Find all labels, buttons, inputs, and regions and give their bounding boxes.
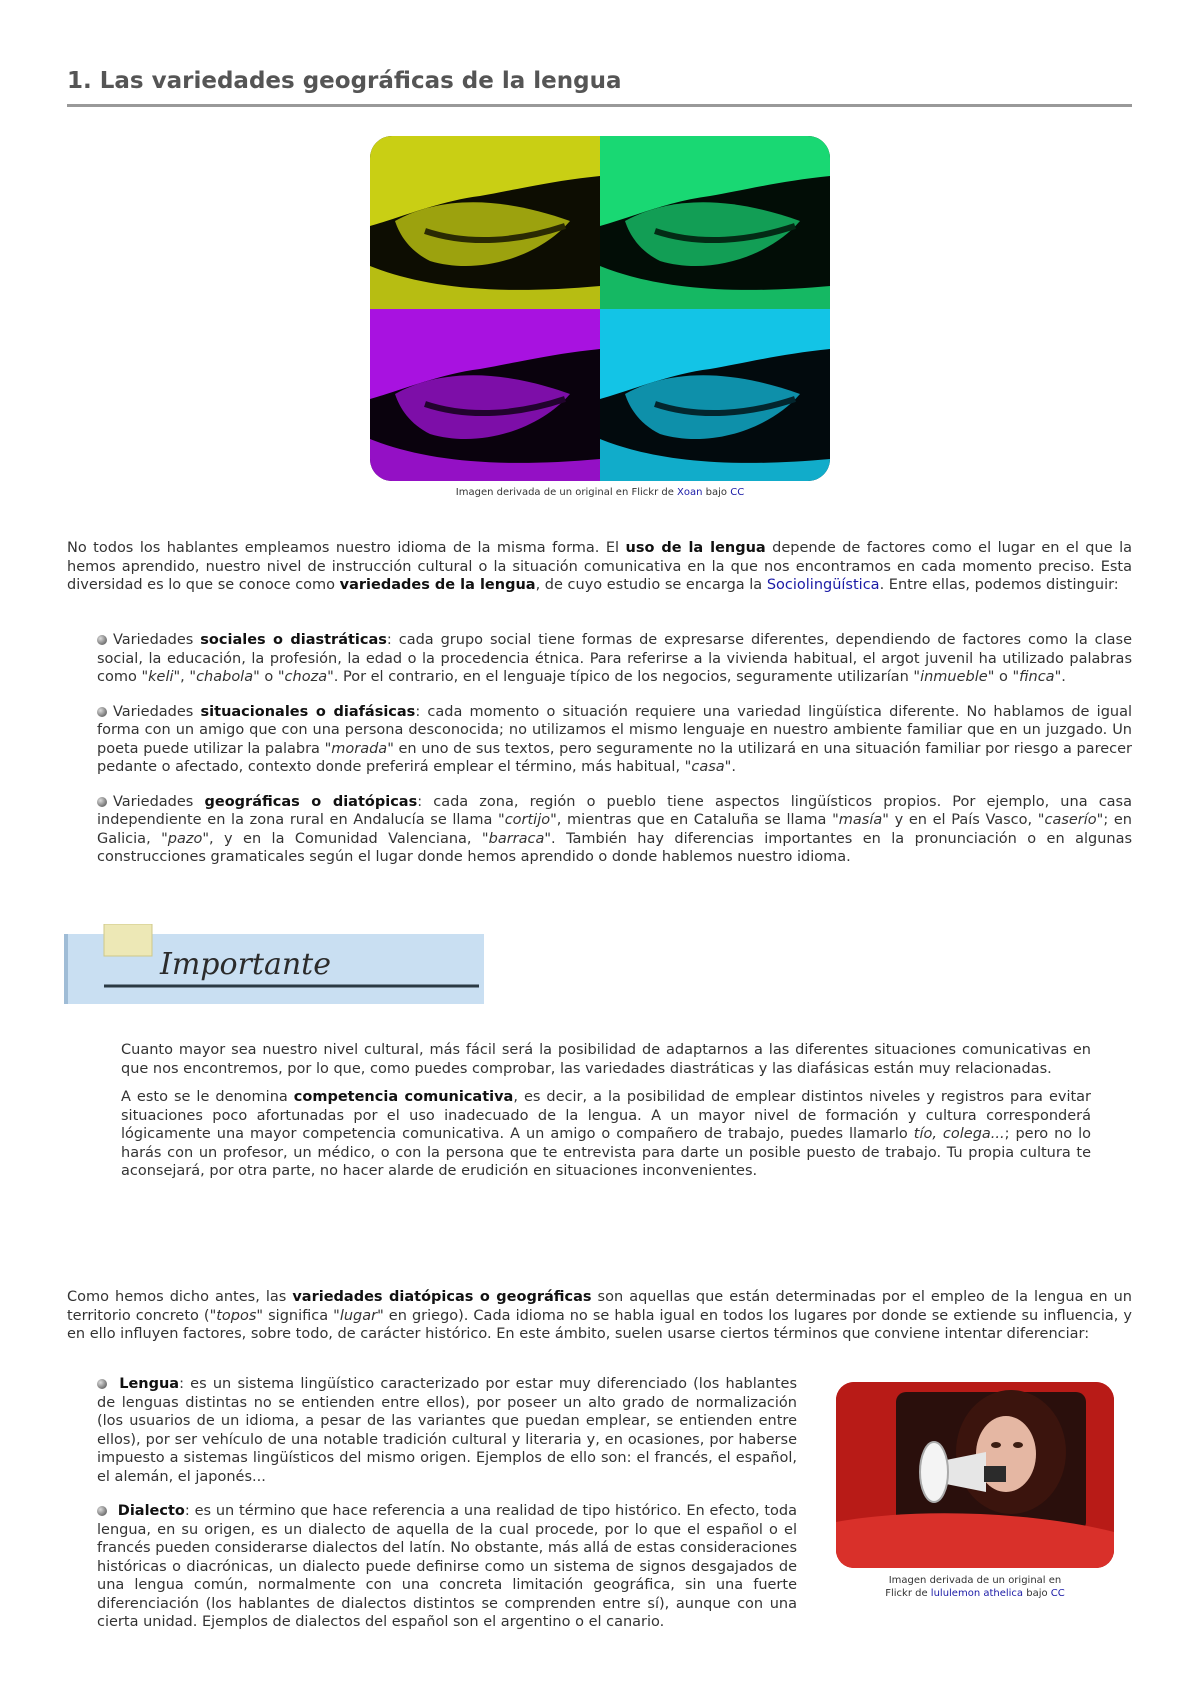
italic-text: tío, colega... (913, 1126, 1005, 1142)
importante-banner (64, 924, 484, 1004)
bold-text: sociales o diastráticas (200, 632, 387, 648)
text: : es un término que hace referencia a una realidad de tipo histórico. En efecto, toda lengua, en su origen, es un dialecto de aquella de la cual procede, por lo que el español o el francés pueden considerarse dialectos del latín. No obstante, más allá de estas consideraciones históricas o diacrónicas, un dialecto puede definirse como un sistema de signos desgajados de una lengua común, normalmente con una concreta limitación geográfica, sin una fuerte diferenciación (los hablantes de dialectos distintos se comprenden entre sí), aunque con una cierta unidad. Ejemplos de dialectos del español son el argentino o el canario. (97, 1503, 797, 1630)
italic-text: caserío (1044, 812, 1097, 828)
list-item (97, 1502, 797, 1632)
text: , es decir, a la posibilidad de emplear distintos niveles y registros para evitar situaciones poco afortunadas por el uso inadecuado de la lengua. A un mayor nivel de formación y cultura corresponderá lógicamente una mayor competencia comunicativa. A un amigo o compañero de trabajo, puedes llamarlo (121, 1089, 1092, 1142)
term-lengua (97, 1375, 797, 1486)
text: " o " (253, 669, 285, 685)
megaphone-mouth (920, 1442, 948, 1502)
lips-image (370, 136, 830, 481)
caption-text: Flickr de (885, 1588, 931, 1599)
megaphone-handle (984, 1466, 1006, 1482)
figure1-caption (370, 487, 830, 498)
text: ", " (173, 669, 197, 685)
bold-text: situacionales o diafásicas (200, 703, 416, 720)
text: " en uno de sus textos, pero seguramente no la utilizará en una situación familiar por riesgo a parecer pedante o afectado, contexto donde preferirá emplear el término, más habitual, " (97, 740, 1132, 775)
caption-text: bajo (1023, 1588, 1051, 1599)
text: No todos los hablantes empleamos nuestro idioma de la misma forma. El (67, 540, 626, 556)
text: Como hemos dicho antes, las (67, 1289, 293, 1305)
text: , de cuyo estudio se encarga la (535, 577, 767, 593)
eye-right (1013, 1442, 1023, 1448)
list-item (97, 631, 1132, 687)
lips-quadrant-cyan (600, 309, 830, 482)
bold-text: uso de la lengua (625, 540, 766, 556)
text: ", y en la Comunidad Valenciana, " (202, 830, 489, 847)
caption-license-link[interactable]: CC (730, 487, 745, 498)
text: . Entre ellas, podemos distinguir: (879, 577, 1119, 593)
text: " o " (987, 669, 1020, 685)
lips-green-svg (600, 136, 830, 309)
bold-text: variedades de la lengua (339, 577, 536, 593)
italic-text: casa (691, 759, 725, 775)
text: " significa " (256, 1307, 340, 1324)
caption-author-link[interactable]: lululemon athelica (930, 1588, 1024, 1599)
text: ". (724, 759, 736, 775)
caption-author-link[interactable]: Xoan (677, 487, 703, 498)
lips-quadrant-purple (370, 309, 600, 482)
text: son aquellas que están determinadas por el empleo de la lengua en un territorio concreto (" (67, 1289, 1132, 1324)
lips-figure (370, 136, 830, 498)
italic-text: choza (284, 669, 328, 685)
important-paragraph-1: Cuanto mayor sea nuestro nivel cultural, más fácil será la posibilidad de adaptarnos a las diferentes situaciones comunicativas en que nos encontremos, por lo que, como puedes comprobar, las variedades diastráticas y las diafásicas están muy relacionadas. (121, 1042, 1091, 1077)
sociolinguistica-link[interactable]: Sociolingüística (766, 577, 880, 593)
italic-text: pazo (167, 830, 203, 847)
banner-graphic (64, 924, 484, 1004)
term-dialecto (97, 1502, 797, 1632)
italic-text: inmueble (920, 669, 988, 685)
caption-license-link[interactable]: CC (1050, 1588, 1065, 1599)
lips-yellow-svg (370, 136, 600, 309)
megaphone-figure (836, 1382, 1114, 1600)
figure2-caption (836, 1574, 1114, 1600)
italic-text: finca (1019, 669, 1055, 685)
bullet-icon (97, 635, 107, 645)
bold-text: variedades diatópicas o geográficas (292, 1289, 592, 1305)
diatopic-paragraph (67, 1288, 1132, 1344)
list-item (97, 1375, 797, 1486)
text: A esto se le denomina (121, 1089, 294, 1105)
text: " en griego). Cada idioma no se habla igual en todos los lugares por donde se extiende su influencia, y en ello influyen factores, sobre todo, de carácter histórico. En este ámbito, suelen usarse ciertos términos que conviene intentar diferenciar: (67, 1307, 1132, 1342)
italic-text: masía (838, 812, 883, 828)
important-paragraph-2 (121, 1088, 1091, 1181)
list-item (97, 793, 1132, 867)
bold-text: geográficas o diatópicas (204, 793, 418, 810)
lips-quadrant-yellow (370, 136, 600, 309)
bullet-icon (97, 1379, 107, 1389)
bold-text: competencia comunicativa (293, 1089, 514, 1105)
italic-text: morada (331, 740, 388, 757)
text: depende de factores como el lugar en el que la hemos aprendido, nuestro nivel de instrucción cultural o la situación comunicativa en la que nos encontramos en cada momento preciso. Esta diversidad es lo que se conoce como (67, 540, 1132, 593)
bullet-icon (97, 797, 107, 807)
text: " y en el País Vasco, " (882, 812, 1045, 828)
intro-paragraph (67, 539, 1132, 595)
italic-text: lugar (339, 1307, 378, 1324)
caption-text: Imagen derivada de un original en (888, 1575, 1062, 1586)
banner-left-edge (64, 934, 68, 1004)
lips-cyan-svg (600, 309, 830, 482)
caption-line (836, 1587, 1114, 1600)
text: ". También hay diferencias importantes en la pronunciación o en algunas construcciones gramaticales según el lugar donde hemos aprendido o donde hablemos nuestro idioma. (97, 830, 1133, 865)
text: Variedades (113, 632, 201, 648)
bold-text: Dialecto (117, 1503, 185, 1519)
banner-note (104, 924, 152, 956)
text: ". (1054, 669, 1066, 685)
italic-text: keli (148, 669, 174, 685)
megaphone-svg (836, 1382, 1114, 1568)
page-title: 1. Las variedades geográficas de la lengua (67, 68, 1132, 107)
italic-text: cortijo (504, 812, 551, 828)
italic-text: topos (216, 1307, 257, 1324)
list-item (97, 703, 1132, 777)
text: "; en Galicia, " (97, 812, 1132, 847)
text: Variedades (113, 703, 201, 720)
eye-left (991, 1442, 1001, 1448)
text: : cada zona, región o pueblo tiene aspectos lingüísticos propios. Por ejemplo, una casa independiente en la zona rural en Andalucía se llama " (97, 793, 1132, 828)
megaphone-image (836, 1382, 1114, 1568)
bold-text: Lengua (119, 1376, 180, 1392)
bullet-icon (97, 1506, 107, 1516)
text: : cada grupo social tiene formas de expresarse diferentes, dependiendo de factores como la clase social, la educación, la profesión, la edad o la procedencia étnica. Para referirse a la vivienda habitual, el argot juvenil ha utilizado palabras como " (97, 632, 1133, 685)
caption-text: Imagen derivada de un original en Flickr de (455, 487, 678, 498)
text: ", mientras que en Cataluña se llama " (550, 812, 839, 828)
banner-label: Importante (160, 947, 331, 982)
text: ; pero no lo harás con un profesor, un médico, o con la persona que te entrevista para darte un posible puesto de trabajo. Tu propia cultura te aconsejará, por otra parte, no hacer alarde de erudición en situaciones inconvenientes. (121, 1126, 1091, 1179)
text: : cada momento o situación requiere una variedad lingüística diferente. No hablamos de igual forma con un amigo que con una persona desconocida; no utilizamos el mismo lenguaje en nuestro ambiente familiar que en un juzgado. Un poeta puede utilizar la palabra " (97, 703, 1132, 757)
lips-quadrant-green (600, 136, 830, 309)
text: : es un sistema lingüístico caracterizado por estar muy diferenciado (los hablantes de lenguas distintas no se entienden entre ellos), por poseer un alto grado de normalización (los usuarios de un idioma, a pesar de las variantes que puedan emplear, se entienden entre ellos), por ser vehículo de una notable tradición cultural y literaria y, en ocasiones, por haberse impuesto a sistemas lingüísticos del mismo origen. Ejemplos de ello son: el francés, el español, el alemán, el japonés... (97, 1376, 798, 1485)
caption-text: bajo (702, 487, 731, 498)
italic-text: barraca (488, 830, 545, 847)
text: ". Por el contrario, en el lenguaje típico de los negocios, seguramente utilizarían " (327, 669, 921, 685)
text: Variedades (113, 793, 205, 810)
lips-purple-svg (370, 309, 600, 482)
bullet-icon (97, 707, 107, 717)
varieties-list (97, 631, 1132, 883)
italic-text: chabola (196, 669, 254, 685)
important-content (121, 1041, 1091, 1181)
